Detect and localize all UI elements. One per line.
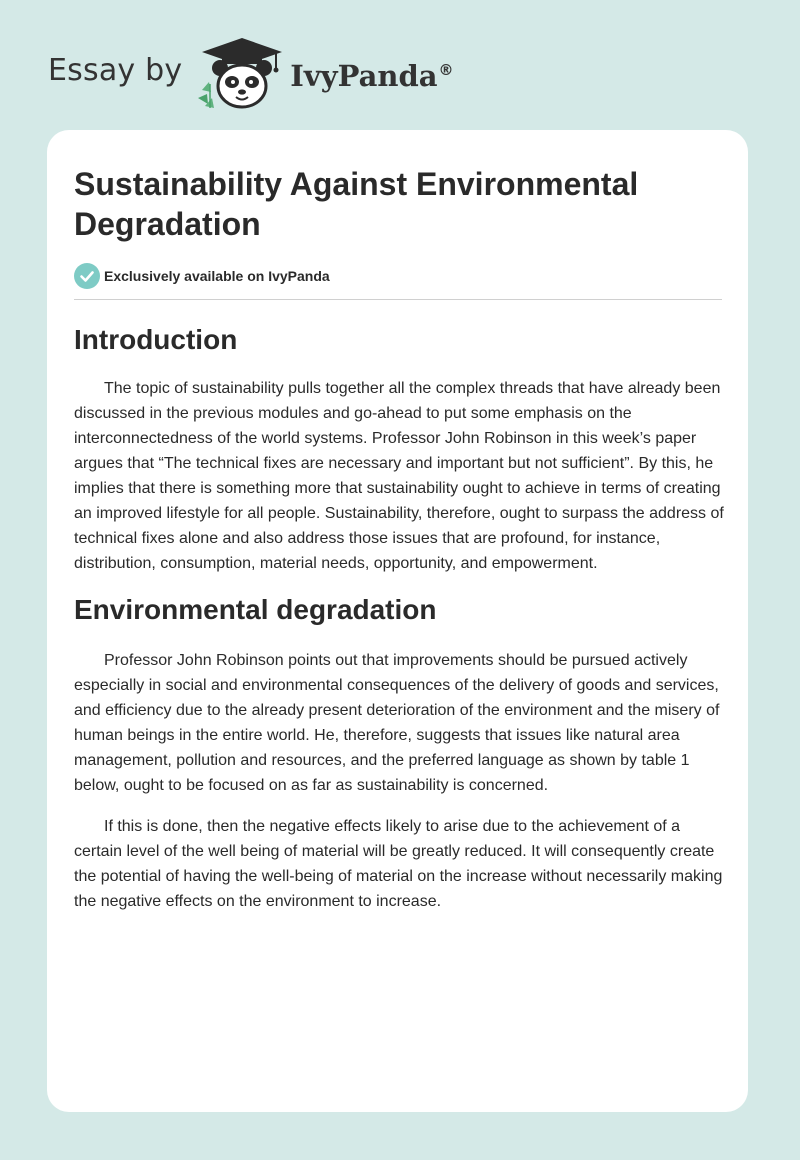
essay-by-label: Essay by (48, 52, 183, 88)
section-introduction (74, 323, 722, 576)
section-environmental-degradation (74, 593, 722, 914)
essay-title: Sustainability Against Environmental Degradation (74, 166, 639, 242)
exclusive-badge (74, 262, 722, 290)
check-circle-icon (74, 263, 100, 289)
title-divider (74, 299, 722, 300)
site-header (48, 36, 454, 112)
paragraph: Professor John Robinson points out that improvements should be pursued actively especially in social and environmental consequences of the delivery of goods and services, and efficiency due to the already present deterioration of the environment and the misery of human beings in the entire world. He, therefore, suggests that issues like natural area management, pollution and resources, and the preferred language as shown by table 1 below, ought to be focused on as far as sustainability is concerned. (74, 652, 720, 794)
section-heading: Introduction (74, 324, 238, 355)
exclusive-badge-text: Exclusively available on IvyPanda (104, 268, 330, 284)
ivypanda-logo-link[interactable] (196, 36, 453, 112)
brand-name: IvyPanda® (290, 59, 454, 93)
paragraph: If this is done, then the negative effects likely to arise due to the achievement of a certain level of the well being of material will be greatly reduced. It will consequently create the potential of having the well-being of material on the increase without necessarily making the negative effects on the environment to increase. (74, 818, 723, 910)
panda-graduate-icon (196, 36, 288, 112)
section-heading: Environmental degradation (74, 594, 437, 625)
paragraph: The topic of sustainability pulls together all the complex threads that have already been discussed in the previous modules and go-ahead to put some emphasis on the interconnectedness of the world systems. Professor John Robinson in this week’s paper argues that “The technical fixes are necessary and important but not sufficient”. By this, he implies that there is something more that sustainability ought to achieve in terms of creating an improved lifestyle for all people. Sustainability, therefore, ought to surpass the address of technical fixes alone and also address those issues that are profound, for instance, distribution, consumption, material needs, opportunity, and empowerment. (74, 380, 724, 572)
essay-card (47, 130, 748, 1112)
